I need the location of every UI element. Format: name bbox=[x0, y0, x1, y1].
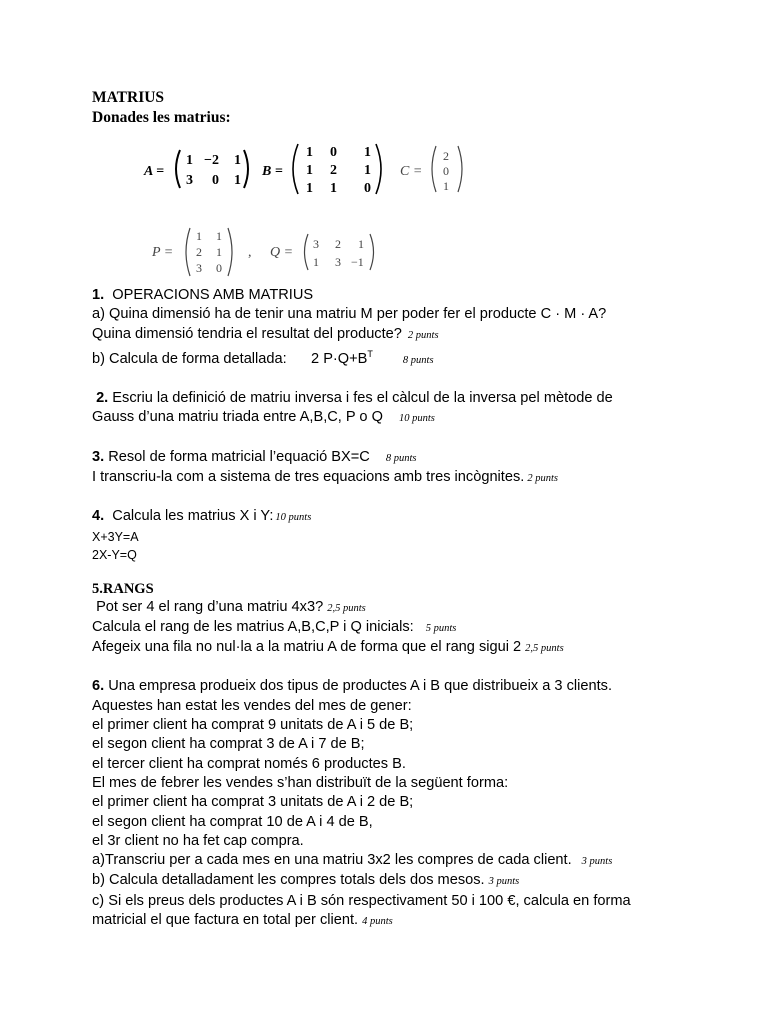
question-1 bbox=[92, 286, 732, 370]
question-1a-line2 bbox=[92, 325, 732, 345]
question-6-line1 bbox=[92, 677, 732, 696]
question-6-line: el segon client ha comprat 10 de A i 4 de B, bbox=[92, 813, 373, 830]
matrix-b-cell: 1 bbox=[364, 163, 371, 178]
question-text: b) Calcula de forma detallada: bbox=[92, 350, 287, 367]
question-3 bbox=[92, 448, 732, 489]
matrix-b bbox=[261, 144, 381, 196]
questions bbox=[92, 286, 732, 931]
question-3-line2 bbox=[92, 468, 732, 488]
question-6-line: el segon client ha comprat 3 de A i 7 de B; bbox=[92, 736, 365, 753]
points-badge: 4 punts bbox=[362, 915, 393, 927]
question-4-line1 bbox=[92, 507, 732, 527]
expression: 2 P·Q+B bbox=[311, 350, 368, 367]
matrix-a-cell: 1 bbox=[234, 153, 241, 168]
matrix-p-cell: 2 bbox=[196, 245, 202, 259]
matrix-c-label: C = bbox=[400, 164, 423, 179]
points-badge: 10 punts bbox=[275, 512, 312, 524]
matrix-b-cell: 0 bbox=[364, 181, 371, 196]
points-badge: 5 punts bbox=[425, 622, 457, 634]
page-subtitle: Donades les matrius: bbox=[92, 109, 231, 126]
matrix-row-pq bbox=[150, 224, 390, 280]
matrix-p-cell: 1 bbox=[216, 245, 222, 259]
question-6-line: El mes de febrer les vendes s’han distribuït de la següent forma: bbox=[92, 774, 509, 791]
points-badge: 2 punts bbox=[407, 329, 439, 341]
equation-2: 2X-Y=Q bbox=[92, 547, 137, 562]
question-text: b) Calcula detalladament les compres totals dels dos mesos. bbox=[92, 872, 485, 889]
transpose-superscript: T bbox=[367, 348, 373, 359]
question-number: 3. bbox=[92, 448, 105, 465]
question-5-line2 bbox=[92, 618, 732, 638]
matrix-b-cell: 1 bbox=[306, 163, 313, 178]
question-text: matricial el que factura en total per client. bbox=[92, 911, 359, 928]
matrix-b-label: B = bbox=[262, 164, 283, 179]
matrix-q-label: Q = bbox=[270, 245, 294, 260]
question-2-line2 bbox=[92, 408, 732, 428]
question-5-line1 bbox=[92, 598, 732, 618]
matrix-a-cell: 0 bbox=[212, 173, 219, 188]
question-1-heading bbox=[92, 286, 732, 305]
matrix-b-cell: 0 bbox=[330, 145, 337, 160]
points-badge: 8 punts bbox=[385, 452, 417, 464]
question-text: Escriu la definició de matriu inversa i fes el càlcul de la inversa pel mètode de bbox=[112, 390, 613, 407]
matrix-a-cell: −2 bbox=[204, 153, 219, 168]
matrix-a-label: A = bbox=[144, 164, 165, 179]
question-2-line1 bbox=[92, 389, 732, 408]
question-number: 4. bbox=[92, 508, 105, 525]
question-1b bbox=[92, 345, 732, 370]
matrix-p-cell: 0 bbox=[216, 261, 222, 275]
points-badge: 8 punts bbox=[402, 354, 434, 366]
matrix-p bbox=[151, 228, 232, 276]
question-text: I transcriu-la com a sistema de tres equacions amb tres incògnites. bbox=[92, 468, 525, 485]
points-badge: 2,5 punts bbox=[525, 643, 564, 655]
matrix-c-cell: 1 bbox=[443, 179, 449, 193]
matrix-p-cell: 3 bbox=[196, 261, 202, 275]
question-6-line: el 3r client no ha fet cap compra. bbox=[92, 832, 304, 849]
question-text: a)Transcriu per a cada mes en una matriu 3x2 les compres de cada client. bbox=[92, 852, 572, 869]
question-6-line: el primer client ha comprat 9 unitats de A i 5 de B; bbox=[92, 717, 414, 734]
question-2 bbox=[92, 389, 732, 429]
matrix-p-label: P = bbox=[152, 245, 174, 260]
question-number: 2. bbox=[96, 390, 109, 407]
question-text: Quina dimensió tendria el resultat del producte? bbox=[92, 325, 402, 342]
matrix-q-cell: 3 bbox=[335, 255, 341, 269]
equation-1: X+3Y=A bbox=[92, 529, 139, 544]
question-6b bbox=[92, 871, 732, 891]
question-text: Calcula el rang de les matrius A,B,C,P i Q inicials: bbox=[92, 618, 414, 635]
question-6-line: Aquestes han estat les vendes del mes de gener: bbox=[92, 697, 412, 714]
matrix-q-cell: 1 bbox=[358, 237, 364, 251]
question-title: OPERACIONS AMB MATRIUS bbox=[112, 287, 314, 303]
question-6c-line2 bbox=[92, 911, 732, 931]
question-5 bbox=[92, 580, 732, 659]
points-badge: 3 punts bbox=[581, 856, 613, 868]
question-1a-line1: a) Quina dimensió ha de tenir una matriu M per poder fer el producte C · M · A? bbox=[92, 306, 607, 323]
question-3-line1 bbox=[92, 448, 732, 468]
page-title: MATRIUS bbox=[92, 89, 165, 106]
question-6a bbox=[92, 851, 732, 871]
question-text: Resol de forma matricial l’equació BX=C bbox=[108, 448, 370, 465]
matrix-row-abc bbox=[140, 140, 480, 198]
question-6c-line1: c) Si els preus dels productes A i B són respectivament 50 i 100 €, calcula en forma bbox=[92, 892, 631, 909]
matrix-q-cell: 3 bbox=[313, 237, 319, 251]
matrix-a-cell: 1 bbox=[234, 173, 241, 188]
question-number: 1. bbox=[92, 287, 105, 303]
matrix-p-cell: 1 bbox=[196, 229, 202, 243]
matrix-q-cell: 1 bbox=[313, 255, 319, 269]
matrix-a bbox=[143, 150, 248, 188]
matrix-separator: , bbox=[248, 245, 252, 260]
points-badge: 3 punts bbox=[488, 876, 520, 888]
matrix-b-cell: 2 bbox=[330, 163, 337, 178]
question-4 bbox=[92, 507, 732, 563]
matrix-c-cell: 2 bbox=[443, 149, 449, 163]
question-6 bbox=[92, 677, 732, 931]
question-text: Afegeix una fila no nul·la a la matriu A de forma que el rang sigui 2 bbox=[92, 639, 522, 656]
question-6-line: el tercer client ha comprat només 6 productes B. bbox=[92, 755, 406, 772]
matrix-c-cell: 0 bbox=[443, 164, 449, 178]
question-text: Pot ser 4 el rang d’una matriu 4x3? bbox=[96, 598, 324, 615]
question-6-line: el primer client ha comprat 3 unitats de A i 2 de B; bbox=[92, 794, 414, 811]
points-badge: 10 punts bbox=[398, 413, 435, 425]
matrix-b-cell: 1 bbox=[306, 145, 313, 160]
matrix-b-cell: 1 bbox=[364, 145, 371, 160]
matrix-b-cell: 1 bbox=[330, 181, 337, 196]
question-5-title: 5.RANGS bbox=[92, 580, 154, 597]
points-badge: 2 punts bbox=[527, 472, 558, 484]
question-number: 6. bbox=[92, 678, 105, 695]
question-text: Una empresa produeix dos tipus de productes A i B que distribueix a 3 clients. bbox=[108, 678, 613, 695]
question-5-line3 bbox=[92, 638, 732, 658]
matrix-p-cell: 1 bbox=[216, 229, 222, 243]
matrix-q bbox=[270, 234, 374, 270]
points-badge: 2,5 punts bbox=[327, 602, 366, 614]
matrix-q-cell: −1 bbox=[351, 255, 364, 269]
matrix-a-cell: 3 bbox=[186, 173, 193, 188]
question-text: Gauss d’una matriu triada entre A,B,C, P o Q bbox=[92, 409, 383, 426]
document-body bbox=[92, 88, 732, 128]
matrix-q-cell: 2 bbox=[335, 237, 341, 251]
matrix-b-cell: 1 bbox=[306, 181, 313, 196]
matrix-a-cell: 1 bbox=[186, 153, 193, 168]
question-text: Calcula les matrius X i Y: bbox=[112, 508, 274, 525]
matrix-c bbox=[400, 146, 462, 193]
